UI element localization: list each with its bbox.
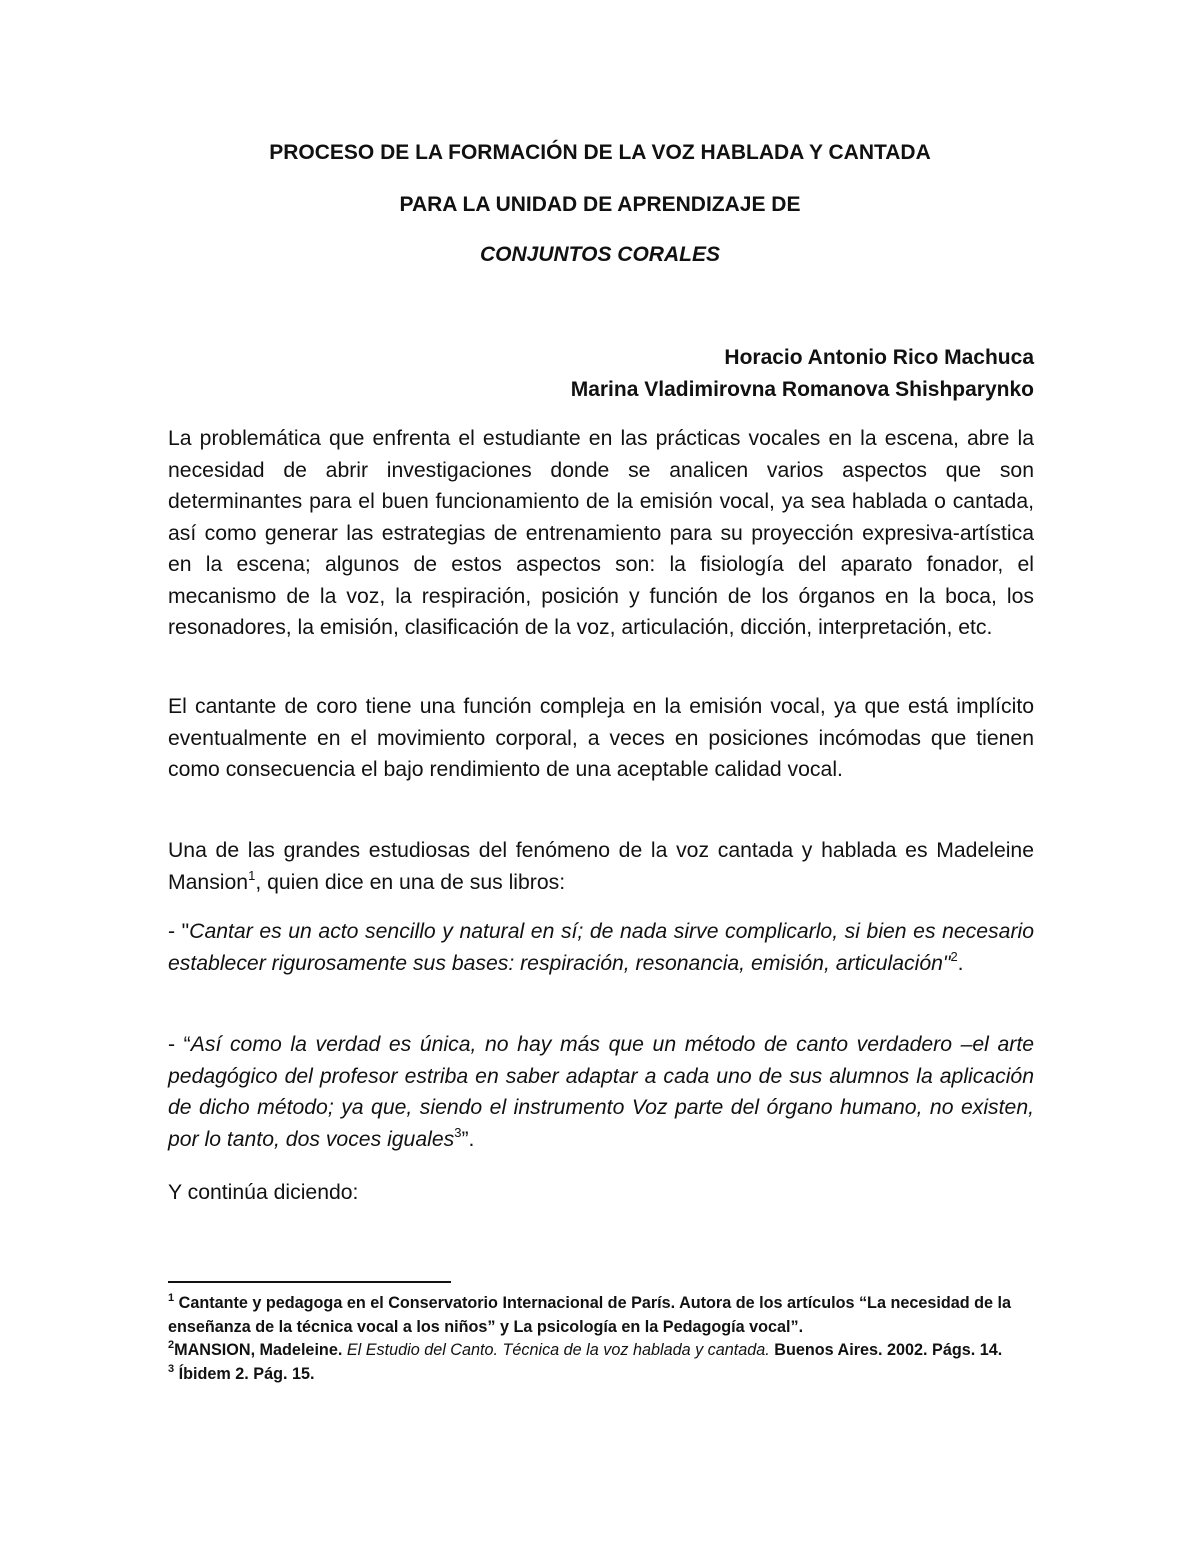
paragraph-1: La problemática que enfrenta el estudiante en las prácticas vocales en la escena, abre la necesidad de abrir investigaciones donde se analicen varios aspectos que son determinantes para el buen funcionamiento de la emisión vocal, ya sea hablada o cantada, así como generar las estrategias de entrenamiento para su proyección expresiva-artística en la escena; algunos de estos aspectos son: la fisiología del aparato fonador, el mecanismo de la voz, la respiración, posición y función de los órganos en la boca, los resonadores, la emisión, clasificación de la voz, articulación, dicción, interpretación, etc. bbox=[168, 427, 1034, 639]
footnote-2-title: El Estudio del Canto. Técnica de la voz hablada y cantada. bbox=[346, 1341, 770, 1359]
paragraph-3-text: Una de las grandes estudiosas del fenómeno de la voz cantada y hablada es Madeleine Mansion bbox=[168, 839, 1034, 894]
paragraph-6: Y continúa diciendo: bbox=[168, 1181, 359, 1204]
footnote-ref-1: 1 bbox=[248, 867, 256, 883]
footnote-2 bbox=[168, 1339, 1034, 1363]
footnote-2-number: 2 bbox=[168, 1339, 175, 1351]
paragraph-2: El cantante de coro tiene una función compleja en la emisión vocal, ya que está implícito eventualmente en el movimiento corporal, a veces en posiciones incómodas que tienen como consecuencia el bajo rendimiento de una aceptable calidad vocal. bbox=[168, 695, 1034, 781]
author-1: Horacio Antonio Rico Machuca bbox=[724, 346, 1034, 369]
footnote-2-rest: Buenos Aires. 2002. Págs. 14. bbox=[769, 1341, 1003, 1359]
footnote-2-author: MANSION, Madeleine. bbox=[174, 1341, 347, 1359]
footnote-ref-3: 3 bbox=[454, 1124, 462, 1140]
quote-2-text: Así como la verdad es única, no hay más que un método de canto verdadero –el arte pedagógico del profesor estriba en saber adaptar a cada uno de sus alumnos la aplicación de dicho método; ya que, siendo el instrumento Voz parte del órgano humano, no existen, por lo tanto, dos voces iguales bbox=[168, 1033, 1035, 1151]
title-line-3: CONJUNTOS CORALES bbox=[480, 243, 720, 266]
footnotes bbox=[168, 1292, 1034, 1386]
footnote-1-number: 1 bbox=[168, 1292, 175, 1304]
quote-1-prefix: - " bbox=[168, 920, 190, 943]
footnote-3 bbox=[168, 1363, 1034, 1387]
quote-2 bbox=[168, 1029, 1034, 1155]
footnote-1-text: Cantante y pedagoga en el Conservatorio Internacional de París. Autora de los artículos “La necesidad de la enseñanza de la técnica vocal a los niños” y La psicología en la Pedagogía vocal”. bbox=[168, 1294, 1012, 1336]
footnote-ref-2: 2 bbox=[950, 948, 958, 964]
paragraph-3-text-end: , quien dice en una de sus libros: bbox=[255, 870, 566, 894]
title-line-1: PROCESO DE LA FORMACIÓN DE LA VOZ HABLADA Y CANTADA bbox=[269, 141, 931, 164]
title-line-2: PARA LA UNIDAD DE APRENDIZAJE DE bbox=[399, 193, 801, 216]
author-2: Marina Vladimirovna Romanova Shishparynko bbox=[570, 378, 1034, 401]
quote-1 bbox=[168, 916, 1034, 979]
quote-1-text: Cantar es un acto sencillo y natural en sí; de nada sirve complicarlo, si bien es necesario establecer rigurosamente sus bases: respiración, resonancia, emisión, articulación" bbox=[168, 920, 1034, 975]
footnote-3-text: Íbidem 2. Pág. 15. bbox=[174, 1364, 315, 1383]
footnote-3-number: 3 bbox=[168, 1362, 175, 1375]
footnote-separator bbox=[168, 1281, 451, 1283]
quote-2-end: ”. bbox=[461, 1127, 475, 1151]
quote-1-end: . bbox=[957, 951, 964, 975]
paragraph-3 bbox=[168, 835, 1034, 898]
quote-2-prefix: - “ bbox=[168, 1033, 191, 1056]
footnote-1 bbox=[168, 1292, 1034, 1339]
